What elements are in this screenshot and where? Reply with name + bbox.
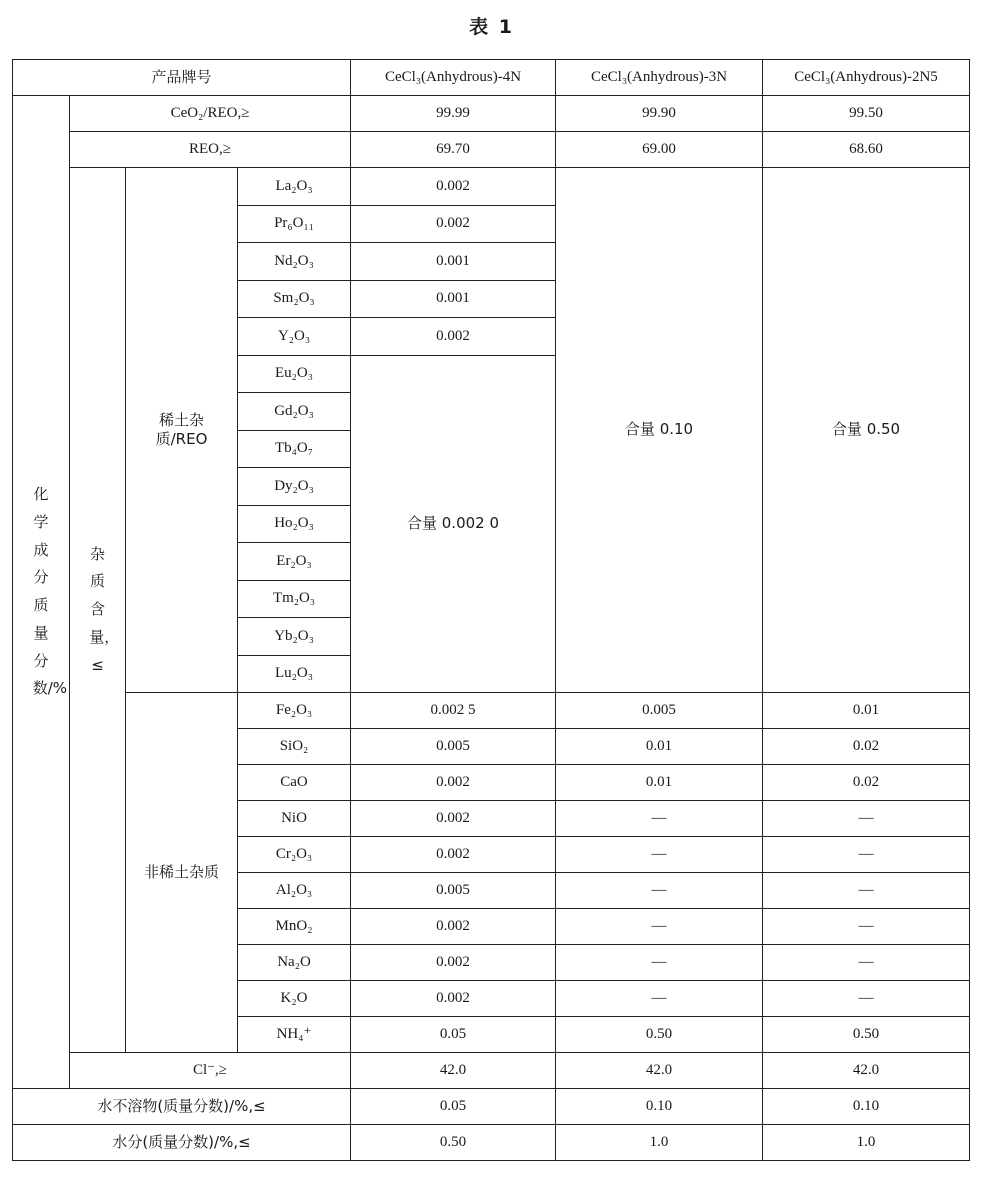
row-label: SiO₂ [238,729,351,765]
table-cell: 0.05 [351,1089,556,1125]
grade-3n-rare-earth-combined: 合量 0.10 [556,168,763,693]
table-cell: 0.005 [556,693,763,729]
table-cell: 0.002 [351,981,556,1017]
table-cell: 0.01 [556,729,763,765]
row-label: CaO [238,765,351,801]
table-cell: 1.0 [556,1125,763,1161]
table-cell: 0.002 [351,168,556,206]
row-label: La₂O₃ [238,168,351,206]
row-label: MnO₂ [238,909,351,945]
header-row [13,60,970,96]
table-cell: 99.99 [351,96,556,132]
table-cell: 42.0 [351,1053,556,1089]
table-cell: 0.50 [556,1017,763,1053]
table-cell: 0.05 [351,1017,556,1053]
rare-earth-impurities-label: 稀土杂质/REO [126,168,238,693]
row-label: CeO₂/REO,≥ [70,96,351,132]
table-cell: 0.001 [351,280,556,318]
row-label: K₂O [238,981,351,1017]
table-cell: 0.01 [556,765,763,801]
table-cell: 69.70 [351,132,556,168]
table-cell: — [763,981,970,1017]
table-cell: 0.002 [351,318,556,356]
table-cell: 42.0 [556,1053,763,1089]
grade-2n5-header: CeCl₃(Anhydrous)-2N5 [763,60,970,96]
row-label: Eu₂O₃ [238,355,351,393]
grade-4n-rare-earth-combined: 合量 0.002 0 [351,355,556,693]
row-label: Dy₂O₃ [238,468,351,506]
row-label: Y₂O₃ [238,318,351,356]
row-label: Ho₂O₃ [238,505,351,543]
table-cell: 0.002 [351,765,556,801]
table-cell: — [763,873,970,909]
row-label: Fe₂O₃ [238,693,351,729]
table-cell: 0.005 [351,873,556,909]
table-cell: — [763,945,970,981]
table-row [13,1089,970,1125]
table-cell: — [556,981,763,1017]
table-row [13,132,970,168]
table-cell: 0.02 [763,765,970,801]
table-cell: — [556,909,763,945]
table-cell: 0.002 [351,837,556,873]
table-cell: — [556,837,763,873]
row-label: Cl⁻,≥ [70,1053,351,1089]
row-label: 水分(质量分数)/%,≤ [13,1125,351,1161]
row-label: NH₄⁺ [238,1017,351,1053]
impurity-content-label: 杂质含量，≤ [70,168,126,1053]
table-row [13,1053,970,1089]
product-grade-label: 产品牌号 [13,60,351,96]
row-label: 水不溶物(质量分数)/%,≤ [13,1089,351,1125]
table-row [13,1125,970,1161]
row-label: Gd₂O₃ [238,393,351,431]
row-label: Cr₂O₃ [238,837,351,873]
table-cell: 68.60 [763,132,970,168]
specification-table [12,59,970,1161]
table-cell: — [556,873,763,909]
table-cell: 69.00 [556,132,763,168]
table-caption: 表 1 [469,16,514,38]
table-cell: 1.0 [763,1125,970,1161]
row-label: Al₂O₃ [238,873,351,909]
table-cell: 0.10 [556,1089,763,1125]
row-label: Yb₂O₃ [238,618,351,656]
table-row [13,168,970,206]
row-label: Tb₄O₇ [238,430,351,468]
row-label: NiO [238,801,351,837]
table-cell: 99.50 [763,96,970,132]
table-cell: 0.002 [351,205,556,243]
row-label: Sm₂O₃ [238,280,351,318]
table-cell: 0.005 [351,729,556,765]
row-label: Tm₂O₃ [238,580,351,618]
grade-3n-header: CeCl₃(Anhydrous)-3N [556,60,763,96]
table-cell: — [763,801,970,837]
table-cell: 0.001 [351,243,556,281]
row-label: Nd₂O₃ [238,243,351,281]
chemical-composition-label: 化学成分质量分数/% [13,96,70,1089]
row-label: Pr₆O₁₁ [238,205,351,243]
table-cell: 0.02 [763,729,970,765]
table-cell: — [763,837,970,873]
table-cell: 0.002 5 [351,693,556,729]
row-label: Na₂O [238,945,351,981]
table-row [13,96,970,132]
row-label: Lu₂O₃ [238,655,351,693]
table-cell: — [763,909,970,945]
table-cell: 0.50 [763,1017,970,1053]
table-cell: 0.002 [351,909,556,945]
table-cell: 0.50 [351,1125,556,1161]
non-rare-earth-impurities-label: 非稀土杂质 [126,693,238,1053]
row-label: REO,≥ [70,132,351,168]
table-cell: 0.002 [351,801,556,837]
table-cell: 0.10 [763,1089,970,1125]
table-cell: 0.01 [763,693,970,729]
table-cell: 42.0 [763,1053,970,1089]
table-cell: — [556,945,763,981]
table-cell: 0.002 [351,945,556,981]
table-cell: 99.90 [556,96,763,132]
table-cell: — [556,801,763,837]
table-row [13,693,970,729]
grade-2n5-rare-earth-combined: 合量 0.50 [763,168,970,693]
grade-4n-header: CeCl₃(Anhydrous)-4N [351,60,556,96]
row-label: Er₂O₃ [238,543,351,581]
